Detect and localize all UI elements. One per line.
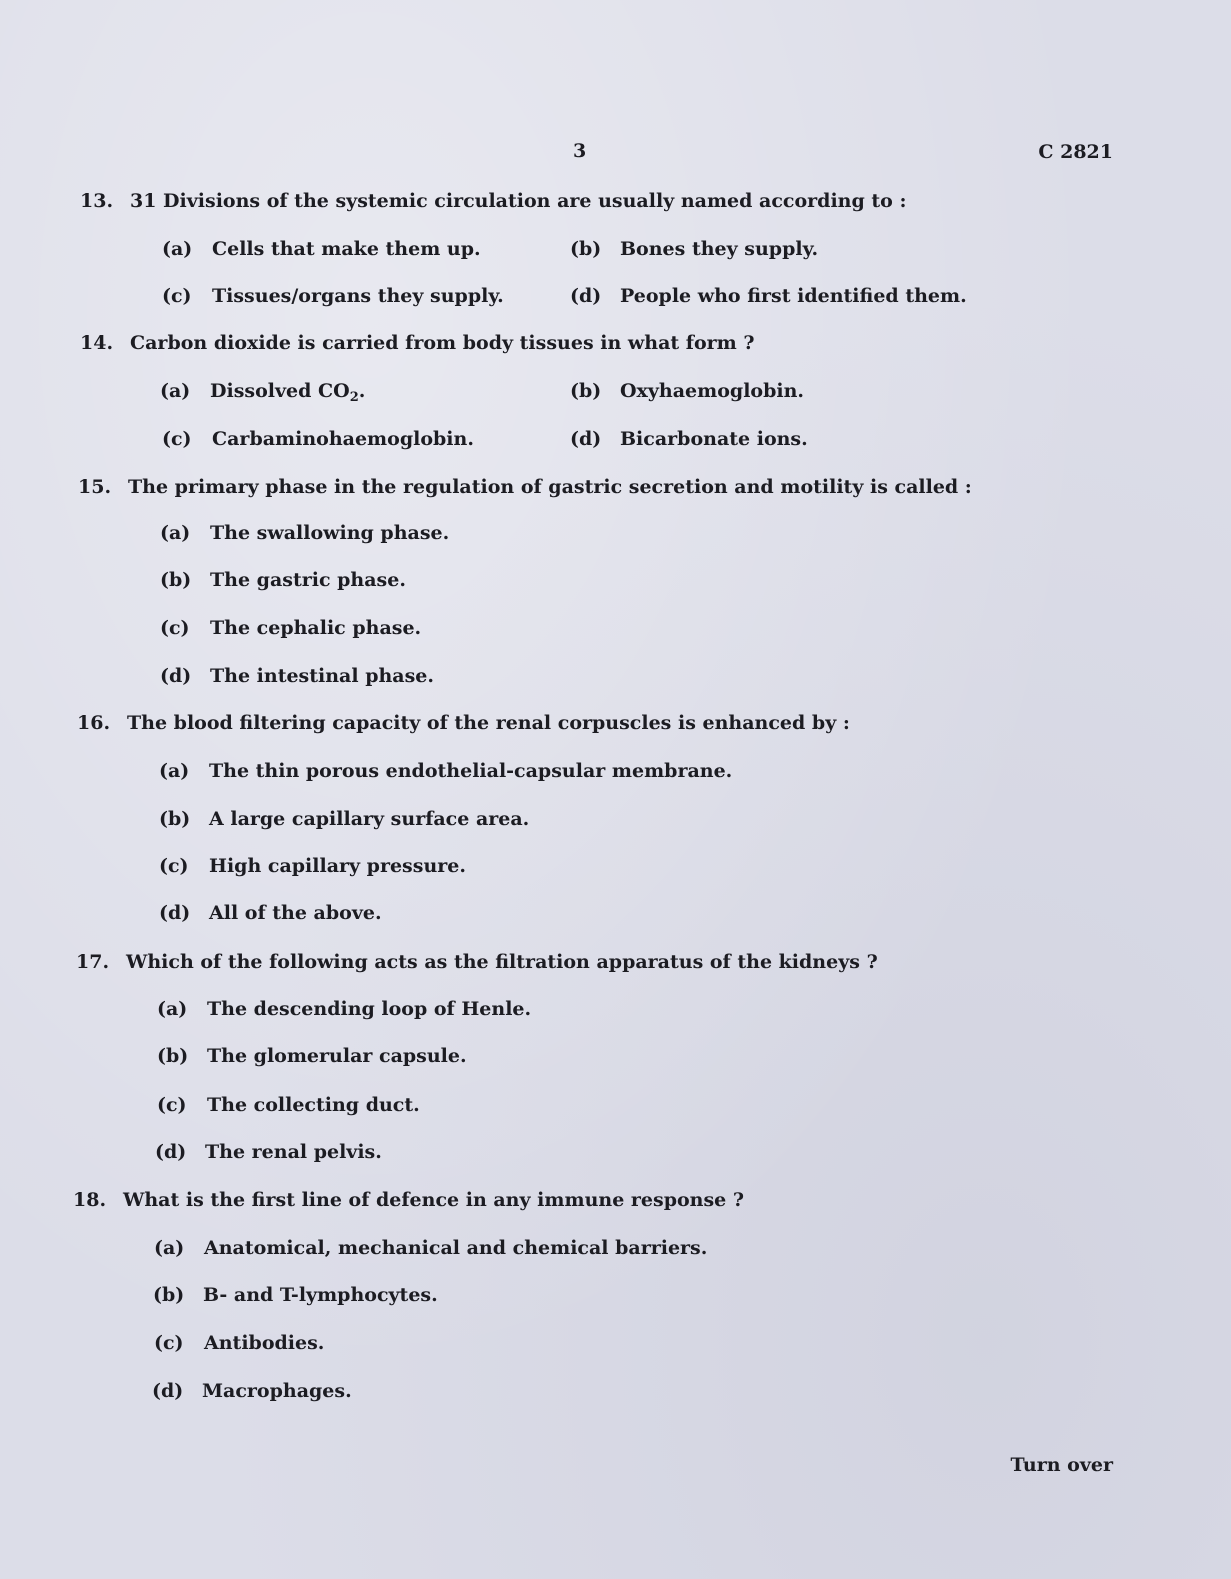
option-label: (d) <box>152 1380 184 1402</box>
question-text: 31 Divisions of the systemic circulation are usually named according to : <box>130 190 907 212</box>
option-text: The descending loop of Henle. <box>207 998 532 1020</box>
paper-code: C 2821 <box>1038 141 1113 163</box>
option <box>159 902 382 924</box>
option-text: Carbaminohaemoglobin. <box>212 428 474 450</box>
option <box>159 855 466 877</box>
question-text: Which of the following acts as the filtration apparatus of the kidneys ? <box>126 951 878 973</box>
question-number: 18. <box>73 1189 107 1211</box>
option-label: (a) <box>154 1237 185 1259</box>
option-label: (c) <box>157 1094 187 1116</box>
question-text: Carbon dioxide is carried from body tissues in what form ? <box>130 332 755 354</box>
option-text: Dissolved CO <box>210 380 350 402</box>
option-label: (c) <box>162 428 192 450</box>
option-label: (d) <box>570 428 602 450</box>
option-subscript: 2 <box>349 390 359 405</box>
option-label: (d) <box>155 1141 187 1163</box>
option <box>160 569 406 591</box>
option-suffix: . <box>358 380 366 402</box>
option <box>160 380 365 405</box>
question-number: 13. <box>80 190 114 212</box>
option-text: The glomerular capsule. <box>207 1045 467 1067</box>
option <box>160 665 434 687</box>
option-label: (b) <box>570 238 602 260</box>
question-text: The primary phase in the regulation of gastric secretion and motility is called : <box>128 476 972 498</box>
option-label: (b) <box>159 808 191 830</box>
option-text: The cephalic phase. <box>210 617 422 639</box>
option-text: The gastric phase. <box>210 569 406 591</box>
option-label: (b) <box>153 1284 185 1306</box>
option-label: (a) <box>160 380 191 402</box>
option-label: (c) <box>154 1332 184 1354</box>
option-text: Bicarbonate ions. <box>620 428 808 450</box>
question-number: 14. <box>80 332 114 354</box>
option <box>157 1094 420 1116</box>
option-label: (b) <box>160 569 192 591</box>
option-text: People who first identified them. <box>620 285 967 307</box>
option-label: (b) <box>157 1045 189 1067</box>
option-label: (a) <box>160 522 191 544</box>
option <box>159 808 529 830</box>
option-text: Antibodies. <box>204 1332 325 1354</box>
option <box>160 617 421 639</box>
option <box>160 522 449 544</box>
option <box>153 1284 438 1306</box>
option <box>570 238 818 260</box>
question-text: The blood filtering capacity of the renal corpuscles is enhanced by : <box>127 712 850 734</box>
option-text: The renal pelvis. <box>205 1141 382 1163</box>
option-text: Anatomical, mechanical and chemical barriers. <box>204 1237 708 1259</box>
option <box>154 1237 707 1259</box>
turn-over-note: Turn over <box>1010 1454 1113 1476</box>
option <box>570 380 804 402</box>
option-text: Oxyhaemoglobin. <box>620 380 805 402</box>
option-text: All of the above. <box>209 902 382 924</box>
option <box>152 1380 352 1402</box>
option-label: (c) <box>159 855 189 877</box>
option <box>162 428 474 450</box>
question-text: What is the first line of defence in any immune response ? <box>123 1189 745 1211</box>
option-label: (d) <box>570 285 602 307</box>
option-text: High capillary pressure. <box>209 855 466 877</box>
option-text: The swallowing phase. <box>210 522 450 544</box>
option <box>570 285 967 307</box>
option-text: The intestinal phase. <box>210 665 435 687</box>
question-number: 15. <box>78 476 112 498</box>
option-label: (a) <box>157 998 188 1020</box>
option-label: (d) <box>159 902 191 924</box>
option-label: (a) <box>162 238 193 260</box>
option-label: (b) <box>570 380 602 402</box>
option <box>157 998 531 1020</box>
option <box>159 760 732 782</box>
option <box>570 428 808 450</box>
option-text: B- and T-lymphocytes. <box>203 1284 438 1306</box>
page-number: 3 <box>573 140 587 162</box>
option-label: (d) <box>160 665 192 687</box>
option <box>154 1332 324 1354</box>
question-number: 17. <box>76 951 110 973</box>
option-label: (a) <box>159 760 190 782</box>
option-text: Bones they supply. <box>620 238 819 260</box>
option-text: Tissues/organs they supply. <box>212 285 504 307</box>
option-label: (c) <box>162 285 192 307</box>
option-text: A large capillary surface area. <box>209 808 530 830</box>
option-text: Macrophages. <box>202 1380 352 1402</box>
option-text: Cells that make them up. <box>212 238 481 260</box>
option <box>162 285 504 307</box>
option <box>157 1045 467 1067</box>
question-number: 16. <box>77 712 111 734</box>
option <box>162 238 481 260</box>
option-text: The thin porous endothelial-capsular membrane. <box>209 760 733 782</box>
option <box>155 1141 382 1163</box>
option-label: (c) <box>160 617 190 639</box>
option-text: The collecting duct. <box>207 1094 420 1116</box>
